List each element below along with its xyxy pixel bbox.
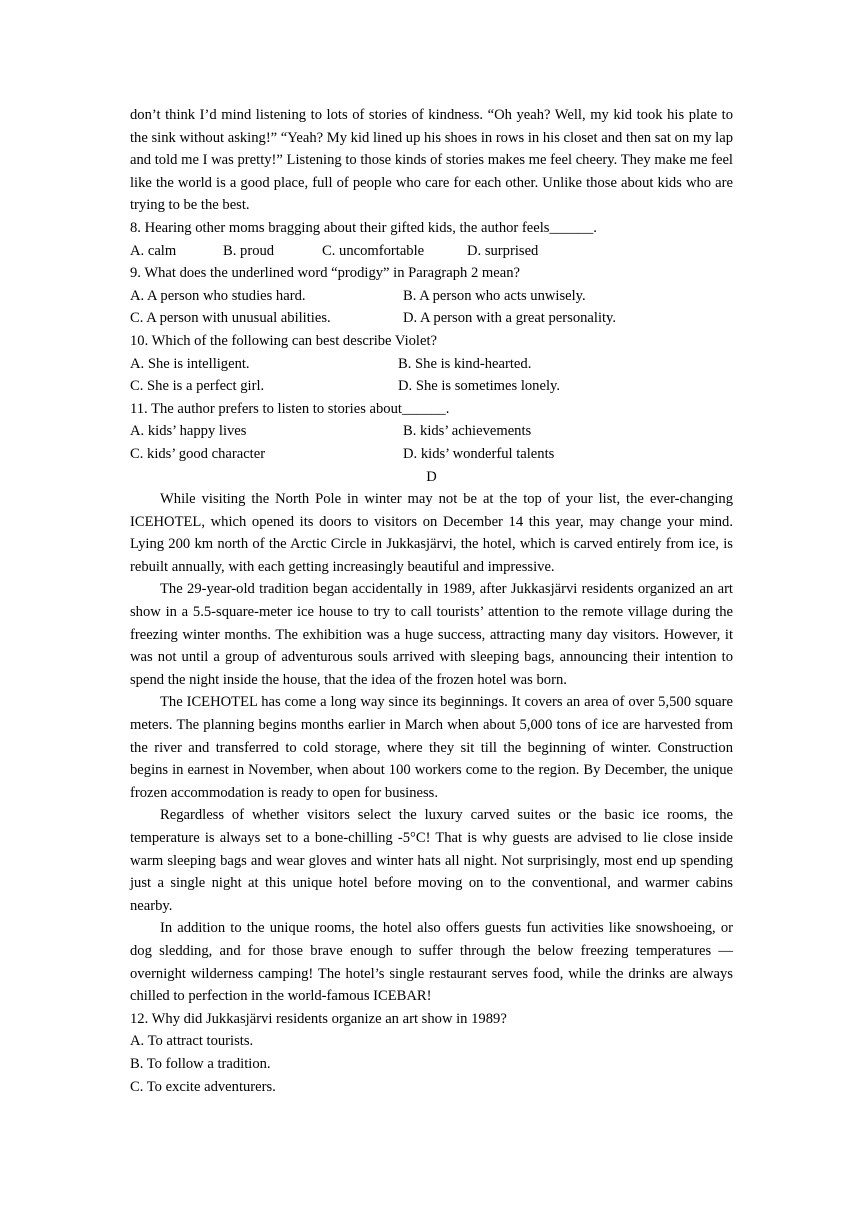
q11-option-d: D. kids’ wonderful talents	[403, 445, 555, 462]
q9-option-d: D. A person with a great personality.	[403, 310, 617, 327]
question-10-options-row-2	[130, 375, 733, 398]
question-10: 10. Which of the following can best describe Violet?	[130, 332, 437, 349]
q8-option-b: B. proud	[223, 242, 275, 259]
question-8-options	[130, 240, 733, 263]
passage-paragraph-1: While visiting the North Pole in winter may not be at the top of your list, the ever-changing ICEHOTEL, which opened its doors to visitors on December 14 this year, may change your mind. Lying 200 km north of the Arctic Circle in Jukkasjärvi, the hotel, which is carved entirely from ice, is rebuilt annually, with each getting increasingly beautiful and impressive.	[130, 491, 733, 575]
question-9-options-row-1	[130, 285, 733, 308]
question-12: 12. Why did Jukkasjärvi residents organize an art show in 1989?	[130, 1010, 507, 1027]
question-9-options-row-2	[130, 307, 733, 330]
q11-option-c: C. kids’ good character	[130, 445, 266, 462]
q10-option-a: A. She is intelligent.	[130, 355, 250, 372]
q8-option-d: D. surprised	[467, 242, 539, 259]
question-11: 11. The author prefers to listen to stories about______.	[130, 400, 450, 417]
q10-option-b: B. She is kind-hearted.	[398, 355, 532, 372]
question-11-options-row-1	[130, 420, 733, 443]
question-10-options-row-1	[130, 353, 733, 376]
passage-paragraph-3: The ICEHOTEL has come a long way since its beginnings. It covers an area of over 5,500 square meters. The planning begins months earlier in March when about 5,000 tons of ice are harvested from the river and transferred to cold storage, where they sit till the beginning of winter. Construction begins in earnest in November, when about 100 workers come to the region. By December, the unique frozen accommodation is ready to open for business.	[130, 694, 733, 801]
q9-option-c: C. A person with unusual abilities.	[130, 310, 331, 327]
q10-option-d: D. She is sometimes lonely.	[398, 378, 561, 395]
q11-option-b: B. kids’ achievements	[403, 423, 532, 440]
q10-option-c: C. She is a perfect girl.	[130, 378, 265, 395]
exam-page	[130, 104, 733, 1098]
q11-option-a: A. kids’ happy lives	[130, 423, 247, 440]
q9-option-a: A. A person who studies hard.	[130, 287, 306, 304]
q12-option-c: C. To excite adventurers.	[130, 1078, 276, 1095]
question-11-options-row-2	[130, 443, 733, 466]
passage-paragraph-4: Regardless of whether visitors select the luxury carved suites or the basic ice rooms, the temperature is always set to a bone-chilling -5°C! That is why guests are advised to lie close inside warm sleeping bags and wear gloves and winter hats all night. Not surprisingly, most end up spending just a single night at this unique hotel before moving on to the conventional, and warmer cabins nearby.	[130, 807, 733, 914]
q12-option-b: B. To follow a tradition.	[130, 1055, 271, 1072]
section-label: D	[426, 468, 437, 485]
q8-option-a: A. calm	[130, 242, 177, 259]
intro-paragraph: don’t think I’d mind listening to lots of stories of kindness. “Oh yeah? Well, my kid took his plate to the sink without asking!” “Yeah? My kid lined up his shoes in rows in his closet and then sat on my lap and told me I was pretty!” Listening to those kinds of stories makes me feel cheery. They make me feel like the world is a good place, full of people who care for each other. Unlike those about kids who are trying to be the best.	[130, 107, 733, 214]
passage-paragraph-2: The 29-year-old tradition began accidentally in 1989, after Jukkasjärvi residents organized an art show in a 5.5-square-meter ice house to try to call tourists’ attention to the remote village during the freezing winter months. The exhibition was a huge success, attracting many day visitors. However, it was not until a group of adventurous souls arrived with sleeping bags, announcing their intention to spend the night inside the house, that the idea of the frozen hotel was born.	[130, 581, 733, 688]
question-8: 8. Hearing other moms bragging about their gifted kids, the author feels______.	[130, 219, 597, 236]
q12-option-a: A. To attract tourists.	[130, 1033, 254, 1050]
q8-option-c: C. uncomfortable	[322, 242, 425, 259]
q9-option-b: B. A person who acts unwisely.	[403, 287, 586, 304]
question-9: 9. What does the underlined word “prodigy” in Paragraph 2 mean?	[130, 265, 520, 282]
passage-paragraph-5: In addition to the unique rooms, the hotel also offers guests fun activities like snowshoeing, or dog sledding, and for those brave enough to suffer through the below freezing temperatures — overnight wilderness camping! The hotel’s single restaurant serves food, while the drinks are always chilled to perfection in the world-famous ICEBAR!	[130, 920, 733, 1005]
